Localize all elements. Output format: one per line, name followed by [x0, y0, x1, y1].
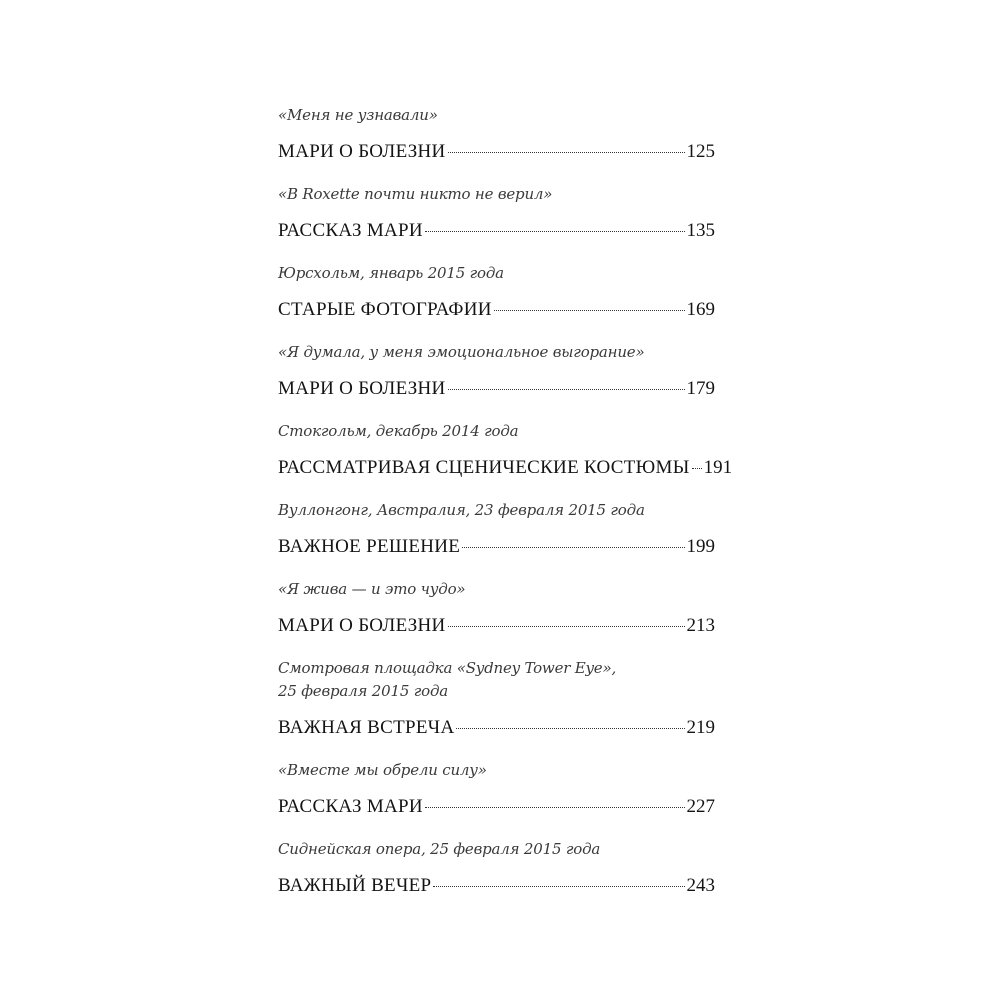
- toc-entry: [278, 499, 715, 560]
- page-number: 125: [686, 141, 715, 162]
- toc-line[interactable]: [278, 457, 733, 481]
- dot-leader: [448, 626, 685, 627]
- toc-subtitle: «Меня не узнавали»: [278, 106, 438, 124]
- page-number: 213: [686, 615, 715, 636]
- toc-title: РАССМАТРИВАЯ СЦЕНИЧЕСКИЕ КОСТЮМЫ: [278, 457, 690, 478]
- toc-entry: [278, 262, 715, 323]
- toc-subtitle: «Я жива — и это чудо»: [278, 580, 466, 598]
- page-number: 169: [686, 299, 715, 320]
- page-number: 199: [686, 536, 715, 557]
- page-number: 191: [703, 457, 733, 478]
- toc-title: РАССКАЗ МАРИ: [278, 796, 423, 817]
- toc-entry: [278, 420, 733, 481]
- dot-leader: [456, 728, 684, 729]
- toc-entry: [278, 183, 715, 244]
- toc-entry: [278, 578, 715, 639]
- toc-subtitle: Смотровая площадка «Sydney Tower Eye»,: [278, 659, 617, 677]
- toc-line[interactable]: [278, 220, 715, 244]
- toc-line[interactable]: [278, 299, 715, 323]
- toc-title: МАРИ О БОЛЕЗНИ: [278, 615, 446, 636]
- dot-leader: [494, 310, 685, 311]
- toc-title: РАССКАЗ МАРИ: [278, 220, 423, 241]
- dot-leader: [425, 231, 685, 232]
- toc-subtitle: Вуллонгонг, Австралия, 23 февраля 2015 года: [278, 501, 645, 519]
- toc-entry: [278, 341, 715, 402]
- toc-title: ВАЖНЫЙ ВЕЧЕР: [278, 875, 432, 896]
- table-of-contents: [278, 104, 733, 917]
- toc-subtitle: Сиднейская опера, 25 февраля 2015 года: [278, 840, 601, 858]
- toc-subtitle: «В Roxette почти никто не верил»: [278, 185, 553, 203]
- dot-leader: [462, 547, 684, 548]
- dot-leader: [692, 468, 702, 469]
- page-number: 243: [686, 875, 715, 896]
- toc-entry: [278, 759, 715, 820]
- page-number: 179: [686, 378, 715, 399]
- toc-title: МАРИ О БОЛЕЗНИ: [278, 141, 446, 162]
- toc-line[interactable]: [278, 378, 715, 402]
- toc-line[interactable]: [278, 615, 715, 639]
- toc-subtitle-continued: 25 февраля 2015 года: [278, 682, 449, 700]
- toc-entry: [278, 657, 715, 741]
- toc-subtitle: «Вместе мы обрели силу»: [278, 761, 487, 779]
- toc-line[interactable]: [278, 717, 715, 741]
- dot-leader: [448, 152, 685, 153]
- toc-entry: [278, 104, 715, 165]
- page-number: 227: [686, 796, 715, 817]
- toc-line[interactable]: [278, 141, 715, 165]
- page-number: 135: [686, 220, 715, 241]
- toc-subtitle: «Я думала, у меня эмоциональное выгорание»: [278, 343, 645, 361]
- toc-title: МАРИ О БОЛЕЗНИ: [278, 378, 446, 399]
- dot-leader: [425, 807, 685, 808]
- toc-subtitle: Стокгольм, декабрь 2014 года: [278, 422, 519, 440]
- toc-line[interactable]: [278, 536, 715, 560]
- toc-title: ВАЖНАЯ ВСТРЕЧА: [278, 717, 455, 738]
- toc-line[interactable]: [278, 875, 715, 899]
- toc-title: ВАЖНОЕ РЕШЕНИЕ: [278, 536, 461, 557]
- toc-title: СТАРЫЕ ФОТОГРАФИИ: [278, 299, 492, 320]
- dot-leader: [448, 389, 685, 390]
- toc-line[interactable]: [278, 796, 715, 820]
- toc-subtitle: Юрсхольм, январь 2015 года: [278, 264, 504, 282]
- toc-entry: [278, 838, 715, 899]
- dot-leader: [433, 886, 684, 887]
- page-number: 219: [686, 717, 715, 738]
